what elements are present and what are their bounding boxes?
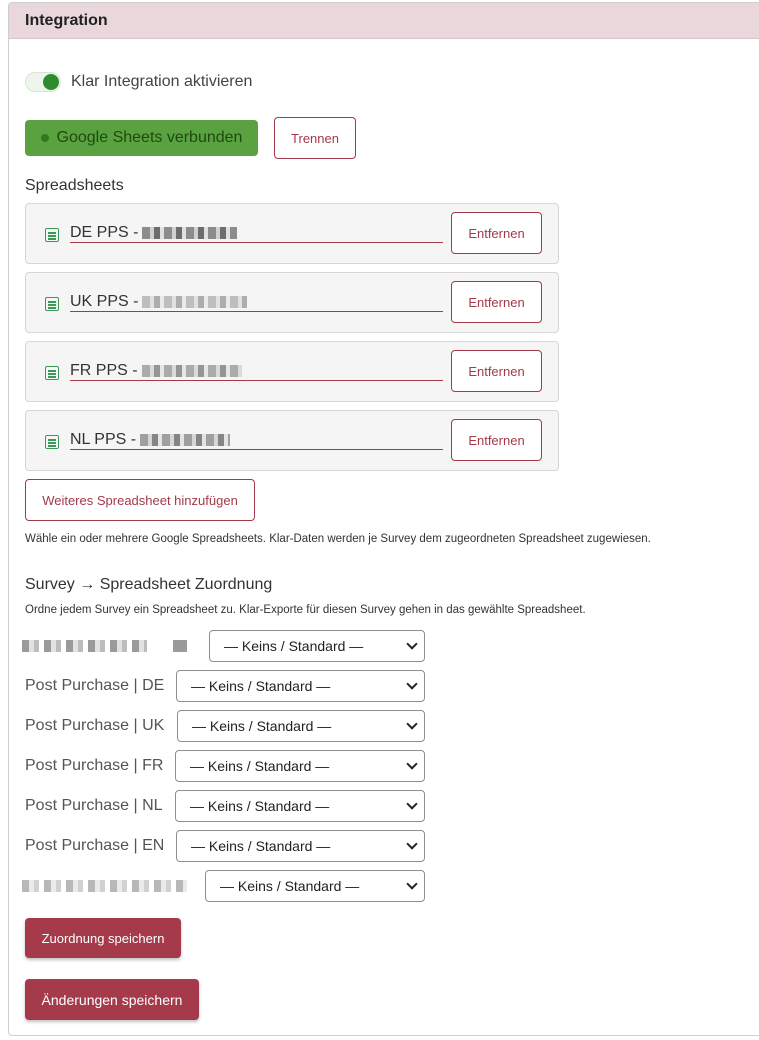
spreadsheet-icon <box>45 297 59 311</box>
remove-spreadsheet-button[interactable]: Entfernen <box>451 419 542 461</box>
survey-spreadsheet-select[interactable] <box>176 670 425 702</box>
chevron-down-icon <box>406 718 417 729</box>
spreadsheet-item <box>25 410 559 471</box>
survey-label: Post Purchase | FR <box>25 757 164 774</box>
save-changes-button[interactable]: Änderungen speichern <box>25 979 199 1020</box>
spreadsheet-icon <box>45 228 59 242</box>
spreadsheet-name-field[interactable] <box>70 224 443 243</box>
select-value: — Keins / Standard — <box>224 638 364 654</box>
survey-spreadsheet-select[interactable] <box>175 790 425 822</box>
spreadsheet-name: UK PPS - <box>70 293 139 310</box>
mapping-row <box>25 670 164 702</box>
select-value: — Keins / Standard — <box>191 838 331 854</box>
spreadsheet-item <box>25 203 559 264</box>
survey-spreadsheet-select[interactable] <box>205 870 425 902</box>
redacted-survey-label <box>173 640 187 652</box>
survey-label: Post Purchase | EN <box>25 837 165 854</box>
select-value: — Keins / Standard — <box>192 718 332 734</box>
select-value: — Keins / Standard — <box>190 798 330 814</box>
chevron-down-icon <box>406 838 417 849</box>
spreadsheet-name: DE PPS - <box>70 224 139 241</box>
spreadsheets-hint: Wähle ein oder mehrere Google Spreadsheets. Klar-Daten werden je Survey dem zugeordneten Spreadsheet zugewiesen. <box>25 533 651 545</box>
disconnect-button[interactable]: Trennen <box>274 117 356 159</box>
mapping-row <box>22 630 187 662</box>
chevron-down-icon <box>406 798 417 809</box>
mapping-row <box>25 750 163 782</box>
mapping-row <box>25 710 164 742</box>
mapping-hint: Ordne jedem Survey ein Spreadsheet zu. Klar-Exporte für diesen Survey gehen in das gewählte Spreadsheet. <box>25 604 586 616</box>
survey-label: Post Purchase | NL <box>25 797 163 814</box>
survey-spreadsheet-select[interactable] <box>175 750 425 782</box>
connected-dot-icon <box>41 134 49 142</box>
survey-spreadsheet-select[interactable] <box>209 630 425 662</box>
add-spreadsheet-button[interactable]: Weiteres Spreadsheet hinzufügen <box>25 479 255 521</box>
select-value: — Keins / Standard — <box>191 678 331 694</box>
chevron-down-icon <box>406 678 417 689</box>
save-mapping-button[interactable]: Zuordnung speichern <box>25 918 181 958</box>
toggle-knob <box>43 74 59 90</box>
integration-toggle-label: Klar Integration aktivieren <box>71 73 253 90</box>
google-sheets-connected-button[interactable] <box>25 120 258 156</box>
spreadsheet-name-field[interactable] <box>70 293 443 312</box>
mapping-title: Survey → Spreadsheet Zuordnung <box>25 576 273 593</box>
mapping-row <box>25 830 164 862</box>
integration-toggle-row[interactable] <box>25 72 252 92</box>
spreadsheet-item <box>25 341 559 402</box>
remove-spreadsheet-button[interactable]: Entfernen <box>451 212 542 254</box>
card-title: Integration <box>25 11 108 29</box>
survey-label: Post Purchase | DE <box>25 677 165 694</box>
spreadsheet-name-field[interactable] <box>70 362 443 381</box>
connected-label: Google Sheets verbunden <box>56 129 243 146</box>
redacted-survey-label <box>22 880 187 892</box>
spreadsheet-name: NL PPS - <box>70 431 137 448</box>
remove-spreadsheet-button[interactable]: Entfernen <box>451 281 542 323</box>
redacted-text <box>142 365 242 377</box>
remove-spreadsheet-button[interactable]: Entfernen <box>451 350 542 392</box>
select-value: — Keins / Standard — <box>190 758 330 774</box>
redacted-text <box>140 434 230 446</box>
spreadsheet-name-field[interactable] <box>70 431 443 450</box>
redacted-text <box>142 296 247 308</box>
select-value: — Keins / Standard — <box>220 878 360 894</box>
spreadsheet-item <box>25 272 559 333</box>
redacted-survey-label <box>22 640 147 652</box>
spreadsheet-icon <box>45 366 59 380</box>
chevron-down-icon <box>406 638 417 649</box>
survey-spreadsheet-select[interactable] <box>176 830 425 862</box>
mapping-row <box>25 790 163 822</box>
survey-label: Post Purchase | UK <box>25 717 165 734</box>
chevron-down-icon <box>406 878 417 889</box>
spreadsheets-title: Spreadsheets <box>25 177 124 194</box>
spreadsheet-name: FR PPS - <box>70 362 138 379</box>
mapping-row <box>22 870 187 902</box>
redacted-text <box>142 227 237 239</box>
integration-toggle[interactable] <box>25 72 61 92</box>
card-header <box>9 3 759 39</box>
survey-spreadsheet-select[interactable] <box>177 710 425 742</box>
chevron-down-icon <box>406 758 417 769</box>
spreadsheet-icon <box>45 435 59 449</box>
